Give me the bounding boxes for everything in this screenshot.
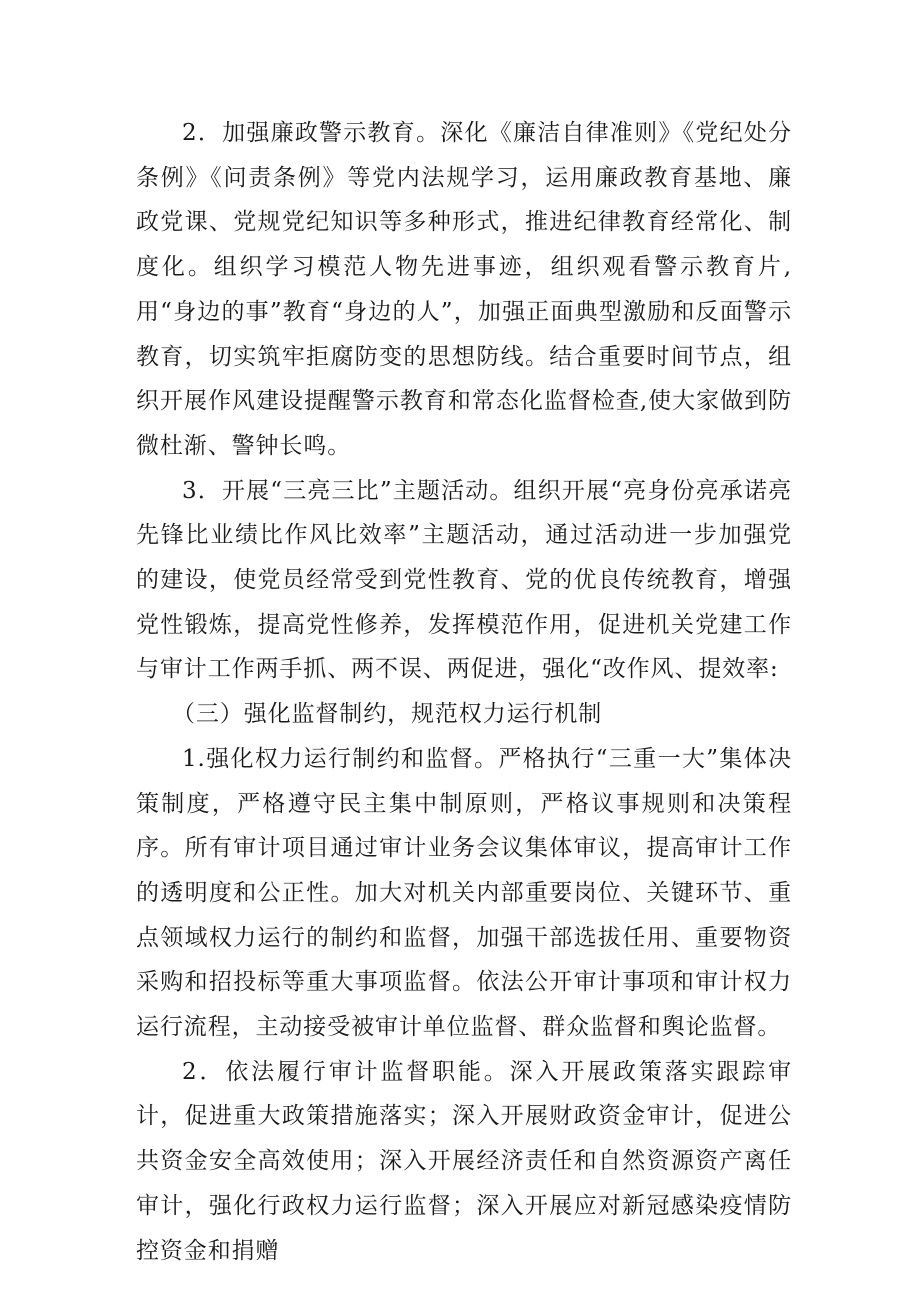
document-body xyxy=(136,111,792,1273)
section-heading-supervision: （三）强化监督制约，规范权力运行机制 xyxy=(172,701,603,728)
paragraph-warning-education: 2．加强廉政警示教育。深化《廉洁自律准则》《党纪处分条例》《问责条例》等党内法规学习，运用廉政教育基地、廉政党课、党规党纪知识等多种形式，推进纪律教育经常化、制度化。组织学习模范人物先进事迹，组织观看警示教育片,用“身边的事”教育“身边的人”，加强正面典型激励和反面警示教育，切实筑牢拒腐防变的思想防线。结合重要时间节点，组织开展作风建设提醒警示教育和常态化监督检查,使大家做到防微杜渐、警钟长鸣。 xyxy=(136,120,792,459)
paragraph-audit-duties: 2．依法履行审计监督职能。深入开展政策落实跟踪审计，促进重大政策措施落实；深入开展财政资金审计，促进公共资金安全高效使用；深入开展经济责任和自然资源资产离任审计，强化行政权力运行监督；深入开展应对新冠感染疫情防控资金和捐赠 xyxy=(136,1058,792,1264)
paragraph-power-supervision: 1.强化权力运行制约和监督。严格执行“三重一大”集体决策制度，严格遵守民主集中制原则，严格议事规则和决策程序。所有审计项目通过审计业务会议集体审议，提高审计工作的透明度和公正性。加大对机关内部重要岗位、关键环节、重点领域权力运行的制约和监督，加强干部选拔任用、重要物资采购和招投标等重大事项监督。依法公开审计事项和审计权力运行流程，主动接受被审计单位监督、群众监督和舆论监督。 xyxy=(136,745,792,1041)
paragraph-three-bright-three-compare: 3．开展“三亮三比”主题活动。组织开展“亮身份亮承诺亮先锋比业绩比作风比效率”主题活动，通过活动进一步加强党的建设，使党员经常受到党性教育、党的优良传统教育，增强党性锻炼，提高党性修养，发挥模范作用，促进机关党建工作与审计工作两手抓、两不误、两促进，强化“改作风、提效率: xyxy=(136,477,792,683)
